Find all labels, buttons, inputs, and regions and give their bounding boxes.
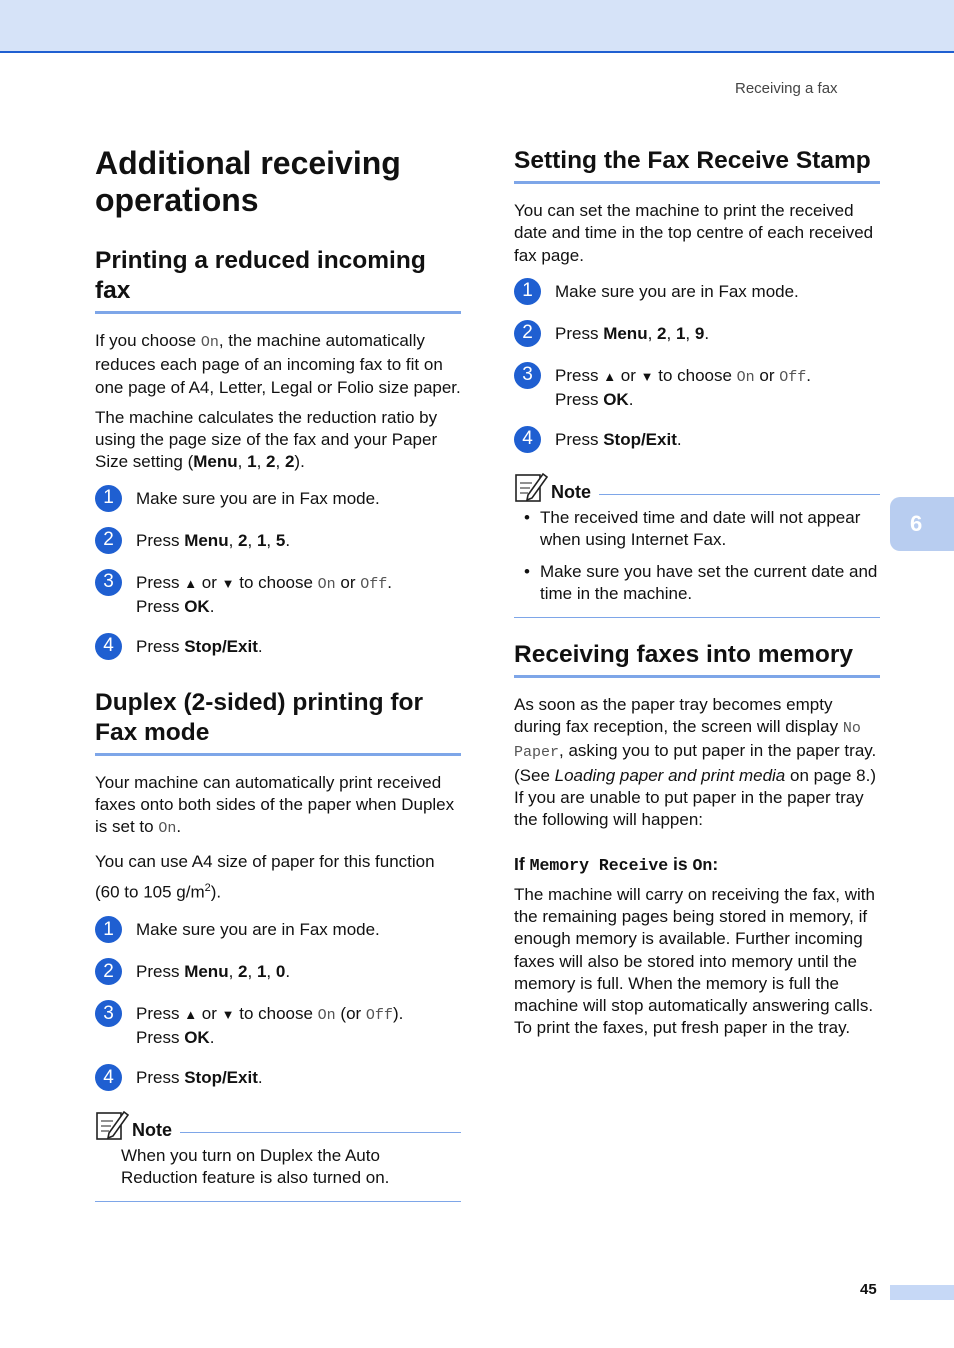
step-text: Make sure you are in Fax mode.: [555, 281, 799, 301]
step-number: 1: [95, 485, 122, 512]
down-arrow-icon: ▼: [221, 575, 235, 591]
step-text: Press Stop/Exit.: [136, 636, 263, 656]
note-pencil-icon: [95, 1109, 129, 1141]
header-band: [0, 0, 954, 53]
chapter-tab: [890, 497, 954, 551]
step-item: [95, 1003, 461, 1049]
down-arrow-icon: ▼: [221, 1007, 235, 1023]
note-box: [95, 1109, 461, 1202]
note-header: [514, 471, 880, 503]
page-number-bar: [890, 1285, 954, 1300]
step-item: [95, 572, 461, 618]
running-head: Receiving a fax: [735, 80, 838, 97]
step-number: 4: [95, 1064, 122, 1091]
section-heading-duplex: Duplex (2-sided) printing for Fax mode: [95, 688, 461, 756]
step-number: 2: [95, 527, 122, 554]
right-column: [514, 145, 880, 1048]
note-text: When you turn on Duplex the Auto Reduction feature is also turned on.: [121, 1146, 390, 1188]
step-number: 1: [95, 916, 122, 943]
paragraph: The machine calculates the reduction ratio by using the page size of the fax and your Paper Size setting (Menu, 1, 2, 2).: [95, 407, 438, 472]
step-item: [95, 1067, 461, 1091]
step-item: [514, 323, 880, 347]
up-arrow-icon: ▲: [603, 368, 617, 384]
step-text: Press Menu, 2, 1, 9.: [555, 323, 710, 343]
step-text: Press Stop/Exit.: [136, 1068, 263, 1088]
step-list: [95, 488, 461, 660]
step-text: Press ▲ or ▼ to choose On or Off. Press OK.: [136, 572, 392, 616]
subheading: If Memory Receive is On:: [514, 853, 719, 875]
paragraph: You can use A4 size of paper for this function (60 to 105 $g/m^2$).: [95, 851, 435, 902]
note-bullet: • Make sure you have set the current date and time in the machine.: [524, 561, 878, 603]
step-list: [514, 281, 880, 453]
page-title: Additional receiving operations: [95, 145, 401, 218]
note-title: Note: [551, 481, 591, 502]
paragraph: The machine will carry on receiving the fax, with the remaining pages being stored in memory, if enough memory is available. Further incoming faxes will also be stored into memory until the memory is full. When the memory is full the machine will stop automatically answering calls. To print the faxes, put fresh paper in the tray.: [514, 884, 875, 1038]
divider: [599, 494, 880, 495]
section-heading-memory: Receiving faxes into memory: [514, 640, 880, 678]
step-number: 2: [514, 320, 541, 347]
step-number: 2: [95, 958, 122, 985]
step-item: [95, 488, 461, 512]
paragraph: Your machine can automatically print received faxes onto both sides of the paper when Duplex is set to On.: [95, 772, 455, 838]
paragraph: You can set the machine to print the received date and time in the top centre of each received fax page.: [514, 201, 874, 265]
step-item: [514, 281, 880, 305]
step-text: Press ▲ or ▼ to choose On or Off. Press OK.: [555, 365, 811, 409]
up-arrow-icon: ▲: [184, 1007, 198, 1023]
paragraph: As soon as the paper tray becomes empty during fax reception, the screen will display No Paper, asking you to put paper in the paper tray. (See Loading paper and print media on page 8.) If you are unable to put paper in the paper tray the following will happen:: [514, 694, 877, 830]
page-number: 45: [860, 1281, 877, 1298]
step-text: Press Menu, 2, 1, 0.: [136, 962, 291, 982]
step-item: [95, 961, 461, 985]
section-heading-reduced: Printing a reduced incoming fax: [95, 246, 461, 314]
note-pencil-icon: [514, 471, 548, 503]
step-number: 3: [514, 362, 541, 389]
step-number: 4: [514, 426, 541, 453]
step-number: 1: [514, 278, 541, 305]
section-heading-stamp: Setting the Fax Receive Stamp: [514, 146, 880, 184]
step-item: [95, 636, 461, 660]
left-column: [95, 145, 461, 1202]
step-number: 3: [95, 1000, 122, 1027]
step-item: [95, 919, 461, 943]
down-arrow-icon: ▼: [640, 368, 654, 384]
step-text: Press ▲ or ▼ to choose On (or Off). Press OK.: [136, 1004, 404, 1048]
chapter-number: 6: [910, 511, 923, 536]
step-number: 4: [95, 633, 122, 660]
step-text: Press Menu, 2, 1, 5.: [136, 530, 291, 550]
step-item: [95, 530, 461, 554]
note-header: [95, 1109, 461, 1141]
up-arrow-icon: ▲: [184, 575, 198, 591]
note-bullet: • The received time and date will not appear when using Internet Fax.: [524, 507, 861, 549]
step-text: Press Stop/Exit.: [555, 429, 682, 449]
step-list: [95, 919, 461, 1091]
step-text: Make sure you are in Fax mode.: [136, 920, 380, 940]
paragraph: If you choose On, the machine automatically reduces each page of an incoming fax to fit on one page of A4, Letter, Legal or Folio size paper.: [95, 331, 461, 397]
note-box: [514, 471, 880, 618]
step-item: [514, 365, 880, 411]
step-item: [514, 429, 880, 453]
note-title: Note: [132, 1120, 172, 1141]
note-bullet-list: [514, 507, 880, 605]
divider: [180, 1132, 461, 1133]
step-number: 3: [95, 569, 122, 596]
step-text: Make sure you are in Fax mode.: [136, 488, 380, 508]
